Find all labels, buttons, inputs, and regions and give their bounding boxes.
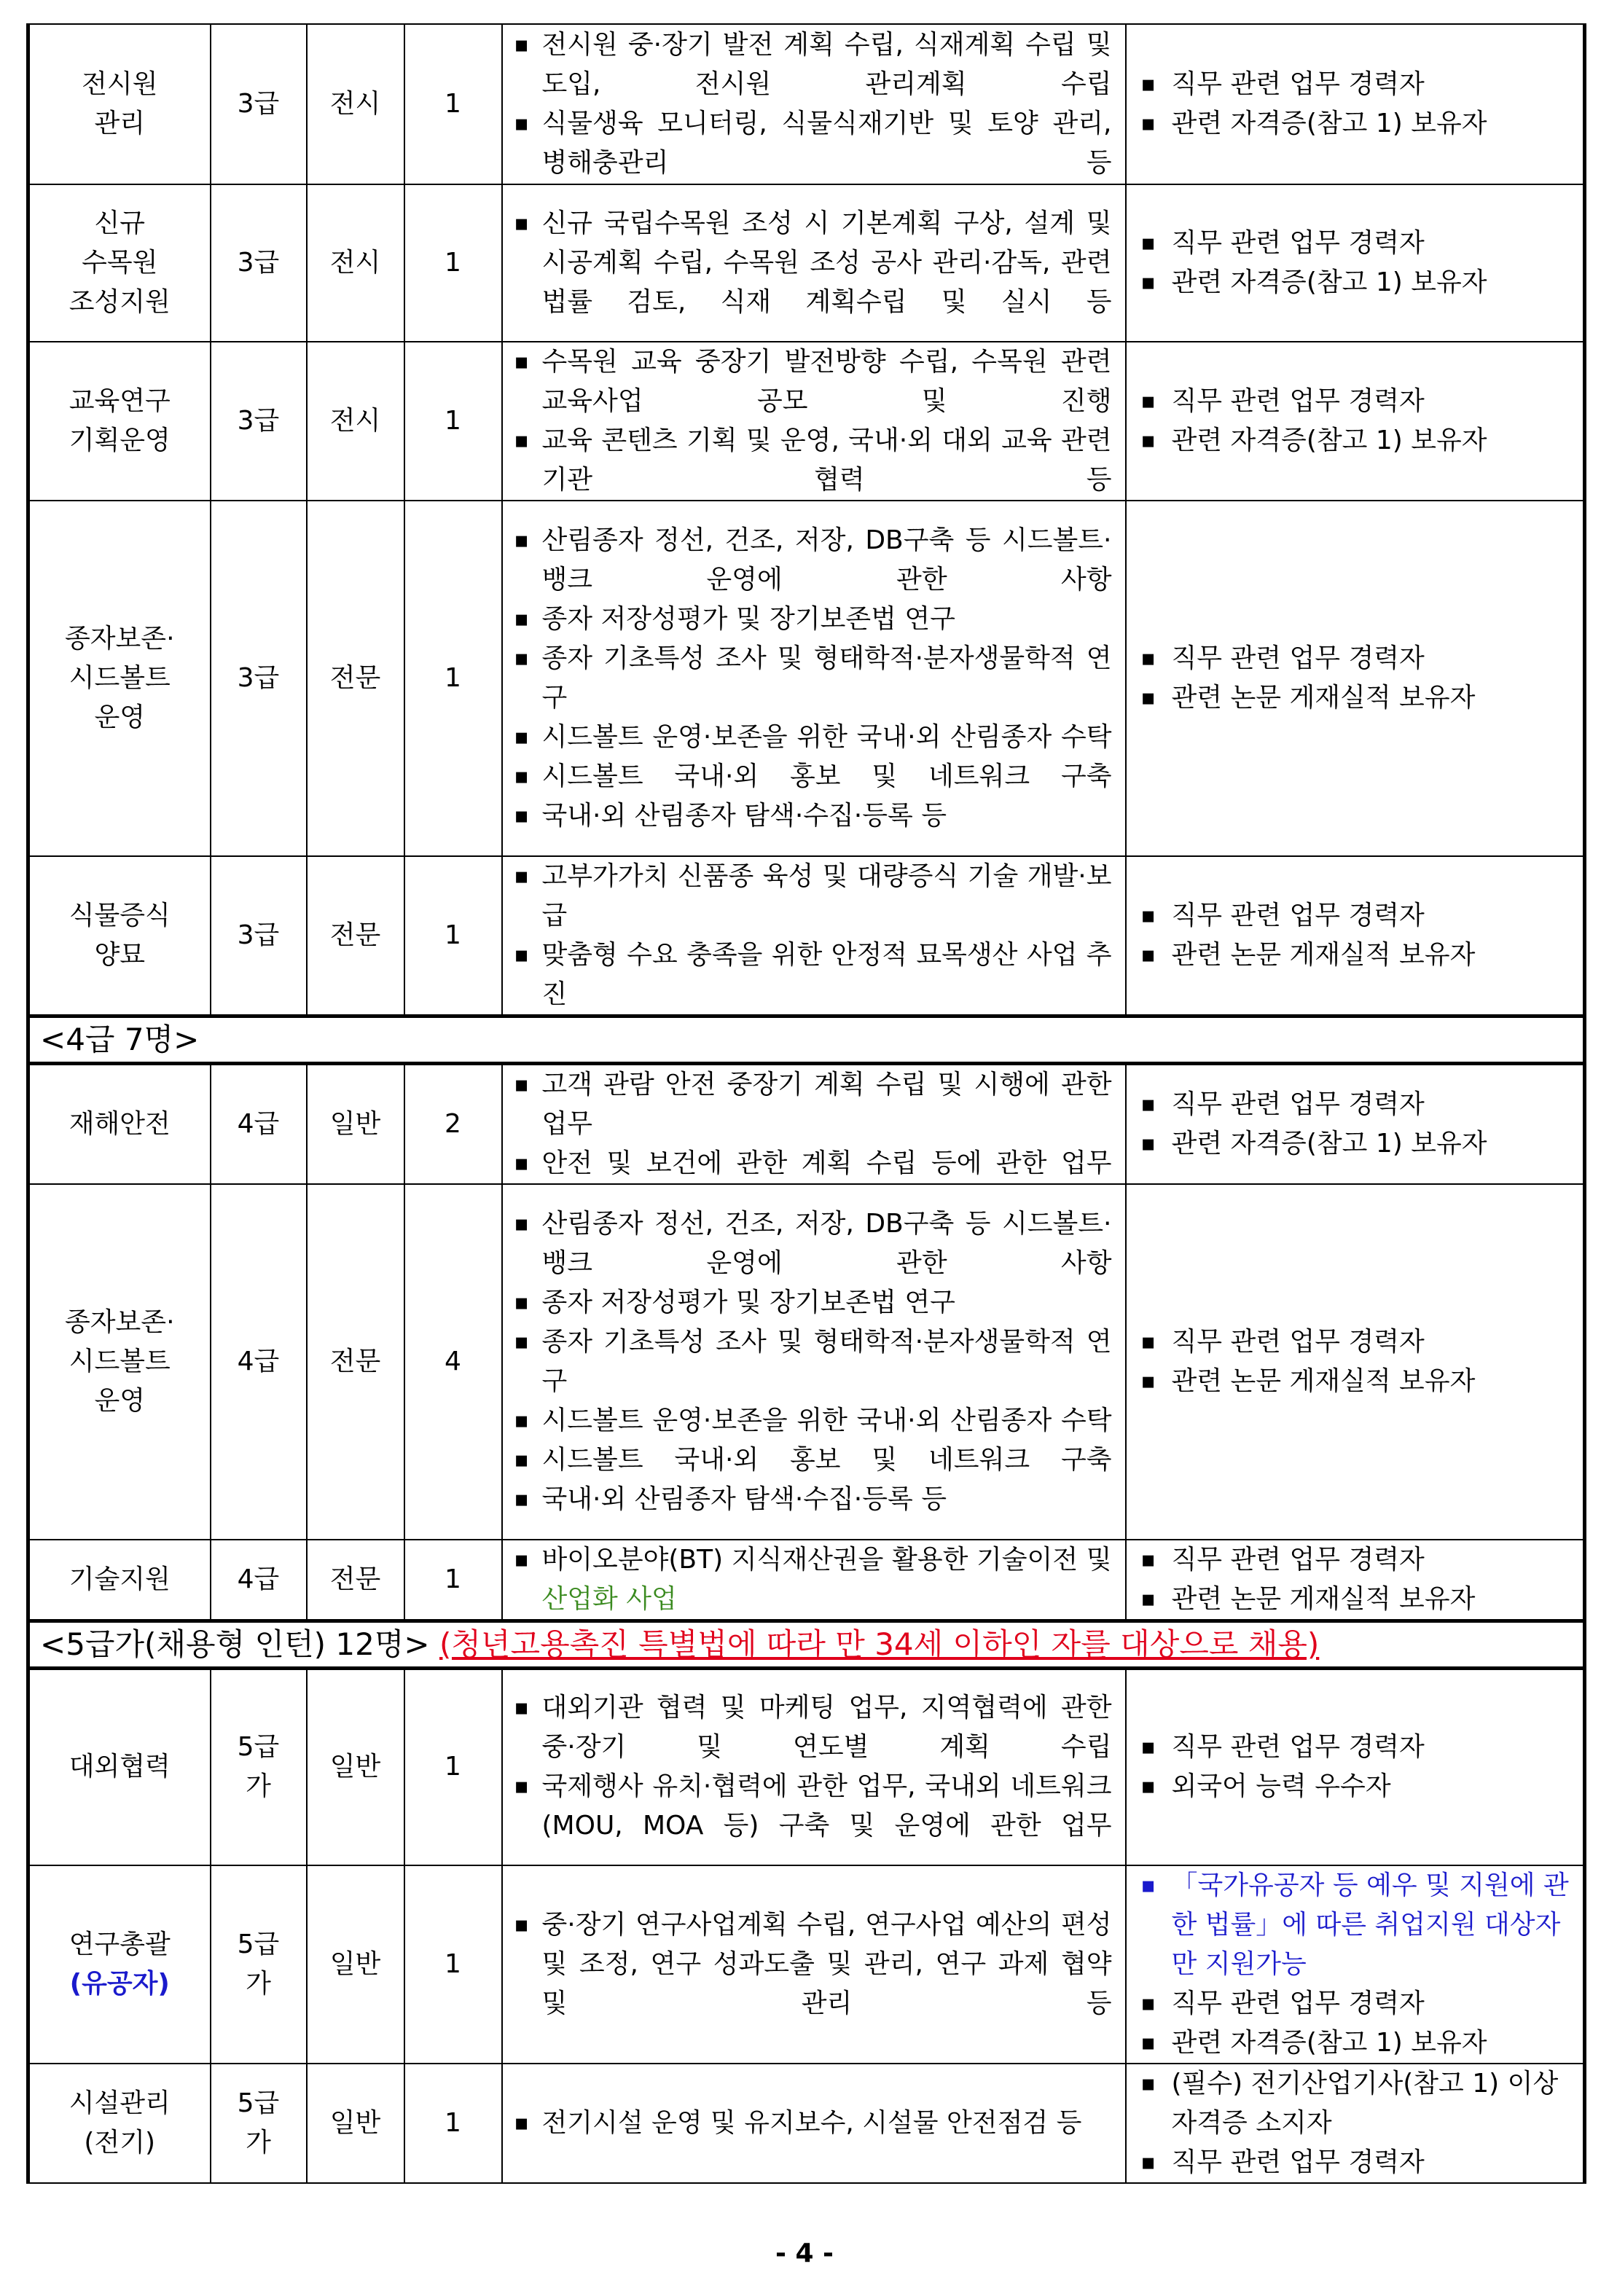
- qual-item: ▪ 직무 관련 업무 경력자: [1137, 1540, 1575, 1580]
- duties: [502, 2064, 1126, 2183]
- qualifications: [1126, 24, 1585, 184]
- headcount: 1: [404, 501, 502, 856]
- qual-item: ▪ 관련 논문 게재실적 보유자: [1137, 678, 1575, 718]
- table-row: [28, 1064, 1585, 1185]
- headcount: 4: [404, 1184, 502, 1540]
- qual-item: ▪ 직무 관련 업무 경력자: [1137, 639, 1575, 678]
- duty-item: ▪ 국제행사 유치·협력에 관한 업무, 국내외 네트워크(MOU, MOA 등) 구축 및 운영에 관한 업무: [510, 1767, 1112, 1846]
- job-type: 전문: [307, 1540, 404, 1621]
- table-row: [28, 1669, 1585, 1865]
- duties: [502, 1184, 1126, 1540]
- grade: 5급 가: [211, 2064, 307, 2183]
- duty-item: ▪ 전기시설 운영 및 유지보수, 시설물 안전점검 등: [510, 2104, 1112, 2143]
- qualifications: [1126, 1669, 1585, 1865]
- position-name: 기술지원: [28, 1540, 211, 1621]
- qual-item: ▪ 직무 관련 업무 경력자: [1137, 1728, 1575, 1767]
- qual-item: ▪ 관련 자격증(참고 1) 보유자: [1137, 1124, 1575, 1164]
- job-type: 전시: [307, 184, 404, 342]
- position-name: 연구총괄 (유공자): [28, 1865, 211, 2064]
- recruitment-table: [26, 23, 1586, 2184]
- qual-item: ▪ 관련 논문 게재실적 보유자: [1137, 1580, 1575, 1619]
- duty-item: ▪ 시드볼트 운영·보존을 위한 국내·외 산림종자 수탁: [510, 718, 1112, 757]
- headcount: 1: [404, 24, 502, 184]
- duties: [502, 342, 1126, 501]
- duty-item: ▪ 맞춤형 수요 충족을 위한 안정적 묘목생산 사업 추진: [510, 936, 1112, 1014]
- qual-item: ▪ 관련 자격증(참고 1) 보유자: [1137, 2023, 1575, 2063]
- veteran-label: (유공자): [69, 1968, 170, 1999]
- duty-item: ▪ 안전 및 보건에 관한 계획 수립 등에 관한 업무: [510, 1144, 1112, 1183]
- duty-item: ▪ 신규 국립수목원 조성 시 기본계획 구상, 설계 및 시공계획 수립, 수목원 조성 공사 관리·감독, 관련 법률 검토, 식재 계획수립 및 실시 등: [510, 204, 1112, 322]
- headcount: 1: [404, 342, 502, 501]
- job-type: 전문: [307, 501, 404, 856]
- duties: [502, 1669, 1126, 1865]
- position-name: 전시원 관리: [28, 24, 211, 184]
- position-name: 신규 수목원 조성지원: [28, 184, 211, 342]
- section-title: <5급가(채용형 인턴) 12명> (청년고용촉진 특별법에 따라 만 34세 이하인 자를 대상으로 채용): [28, 1621, 1585, 1669]
- duty-item: ▪ 국내·외 산림종자 탐색·수집·등록 등: [510, 1480, 1112, 1519]
- position-name: 종자보존· 시드볼트 운영: [28, 501, 211, 856]
- grade: 3급: [211, 501, 307, 856]
- section-note: (청년고용촉진 특별법에 따라 만 34세 이하인 자를 대상으로 채용): [439, 1626, 1320, 1662]
- duty-item: ▪ 종자 기초특성 조사 및 형태학적·분자생물학적 연구: [510, 639, 1112, 718]
- position-name: 교육연구 기획운영: [28, 342, 211, 501]
- qualifications: [1126, 856, 1585, 1016]
- duty-item: ▪ 고부가가치 신품종 육성 및 대량증식 기술 개발·보급: [510, 857, 1112, 936]
- duty-item: ▪ 바이오분야(BT) 지식재산권을 활용한 기술이전 및 산업화 사업: [510, 1540, 1112, 1619]
- section-title: <4급 7명>: [28, 1016, 1585, 1064]
- qual-item: ▪ 직무 관련 업무 경력자: [1137, 65, 1575, 104]
- job-type: 전문: [307, 856, 404, 1016]
- duty-item: ▪ 종자 저장성평가 및 장기보존법 연구: [510, 1283, 1112, 1323]
- qual-item: ▪ 직무 관련 업무 경력자: [1137, 1984, 1575, 2023]
- qual-item: ▪ 외국어 능력 우수자: [1137, 1767, 1575, 1806]
- qualifications: [1126, 1064, 1585, 1185]
- duties: [502, 856, 1126, 1016]
- qual-item: ▪ 직무 관련 업무 경력자: [1137, 2143, 1575, 2182]
- duty-item: ▪ 산림종자 정선, 건조, 저장, DB구축 등 시드볼트·뱅크 운영에 관한 사항: [510, 1204, 1112, 1283]
- qual-item: ▪ 직무 관련 업무 경력자: [1137, 382, 1575, 421]
- duty-item: ▪ 종자 저장성평가 및 장기보존법 연구: [510, 600, 1112, 639]
- position-name: 대외협력: [28, 1669, 211, 1865]
- grade: 4급: [211, 1064, 307, 1185]
- qual-item: ▪ 「국가유공자 등 예우 및 지원에 관한 법률」에 따른 취업지원 대상자만 지원가능: [1137, 1866, 1575, 1984]
- duties: [502, 24, 1126, 184]
- job-type: 일반: [307, 1669, 404, 1865]
- recruitment-table-page: [26, 23, 1583, 2184]
- position-name: 종자보존· 시드볼트 운영: [28, 1184, 211, 1540]
- grade: 5급 가: [211, 1865, 307, 2064]
- qualifications: [1126, 342, 1585, 501]
- table-row: [28, 501, 1585, 856]
- qual-item: ▪ 관련 자격증(참고 1) 보유자: [1137, 421, 1575, 461]
- duties: [502, 1064, 1126, 1185]
- duties: [502, 1865, 1126, 2064]
- qualifications: [1126, 2064, 1585, 2183]
- qual-item: ▪ 관련 논문 게재실적 보유자: [1137, 1362, 1575, 1401]
- duties: [502, 1540, 1126, 1621]
- headcount: 1: [404, 1540, 502, 1621]
- qual-item: ▪ 직무 관련 업무 경력자: [1137, 224, 1575, 263]
- qualifications: [1126, 501, 1585, 856]
- qual-item: ▪ 직무 관련 업무 경력자: [1137, 1323, 1575, 1362]
- grade: 3급: [211, 24, 307, 184]
- headcount: 1: [404, 1865, 502, 2064]
- job-type: 일반: [307, 1865, 404, 2064]
- duty-item: ▪ 식물생육 모니터링, 식물식재기반 및 토양 관리, 병해충관리 등: [510, 104, 1112, 183]
- qual-item: ▪ (필수) 전기산업기사(참고 1) 이상 자격증 소지자: [1137, 2064, 1575, 2143]
- table-row: [28, 856, 1585, 1016]
- duty-item: ▪ 국내·외 산림종자 탐색·수집·등록 등: [510, 796, 1112, 836]
- grade: 5급 가: [211, 1669, 307, 1865]
- headcount: 2: [404, 1064, 502, 1185]
- section-header-grade5: [28, 1621, 1585, 1669]
- qual-item: ▪ 관련 자격증(참고 1) 보유자: [1137, 263, 1575, 302]
- position-name: 시설관리 (전기): [28, 2064, 211, 2183]
- position-name: 식물증식 양묘: [28, 856, 211, 1016]
- table-row: [28, 342, 1585, 501]
- headcount: 1: [404, 184, 502, 342]
- grade: 4급: [211, 1540, 307, 1621]
- job-type: 일반: [307, 1064, 404, 1185]
- job-type: 전문: [307, 1184, 404, 1540]
- highlighted-text: 산업화 사업: [541, 1584, 677, 1614]
- table-row: [28, 24, 1585, 184]
- duty-item: ▪ 수목원 교육 중장기 발전방향 수립, 수목원 관련 교육사업 공모 및 진행: [510, 342, 1112, 421]
- duty-item: ▪ 시드볼트 국내·외 홍보 및 네트워크 구축: [510, 757, 1112, 796]
- job-type: 전시: [307, 24, 404, 184]
- duty-item: ▪ 산림종자 정선, 건조, 저장, DB구축 등 시드볼트·뱅크 운영에 관한 사항: [510, 521, 1112, 600]
- qual-item: ▪ 직무 관련 업무 경력자: [1137, 1085, 1575, 1124]
- position-name: 재해안전: [28, 1064, 211, 1185]
- duty-item: ▪ 종자 기초특성 조사 및 형태학적·분자생물학적 연구: [510, 1323, 1112, 1401]
- table-row: [28, 2064, 1585, 2183]
- duty-item: ▪ 시드볼트 운영·보존을 위한 국내·외 산림종자 수탁: [510, 1401, 1112, 1441]
- headcount: 1: [404, 1669, 502, 1865]
- qual-item: ▪ 관련 자격증(참고 1) 보유자: [1137, 104, 1575, 144]
- qualifications: [1126, 184, 1585, 342]
- duties: [502, 184, 1126, 342]
- grade: 3급: [211, 856, 307, 1016]
- grade: 3급: [211, 342, 307, 501]
- table-row: [28, 1865, 1585, 2064]
- headcount: 1: [404, 2064, 502, 2183]
- grade: 4급: [211, 1184, 307, 1540]
- grade: 3급: [211, 184, 307, 342]
- duty-item: ▪ 시드볼트 국내·외 홍보 및 네트워크 구축: [510, 1441, 1112, 1480]
- duty-item: ▪ 중·장기 연구사업계획 수립, 연구사업 예산의 편성 및 조정, 연구 성과도출 및 관리, 연구 과제 협약 및 관리 등: [510, 1905, 1112, 2023]
- table-row: [28, 1184, 1585, 1540]
- headcount: 1: [404, 856, 502, 1016]
- duty-item: ▪ 교육 콘텐츠 기획 및 운영, 국내·외 대외 교육 관련 기관 협력 등: [510, 421, 1112, 500]
- qual-item: ▪ 직무 관련 업무 경력자: [1137, 896, 1575, 936]
- qualifications: [1126, 1865, 1585, 2064]
- qualifications: [1126, 1184, 1585, 1540]
- section-header-grade4: [28, 1016, 1585, 1064]
- duties: [502, 501, 1126, 856]
- job-type: 전시: [307, 342, 404, 501]
- qual-item: ▪ 관련 논문 게재실적 보유자: [1137, 936, 1575, 975]
- duty-item: ▪ 고객 관람 안전 중장기 계획 수립 및 시행에 관한 업무: [510, 1065, 1112, 1144]
- page-number: - 4 -: [775, 2238, 834, 2268]
- duty-item: ▪ 전시원 중·장기 발전 계획 수립, 식재계획 수립 및 도입, 전시원 관리계획 수립: [510, 26, 1112, 104]
- job-type: 일반: [307, 2064, 404, 2183]
- table-row: [28, 1540, 1585, 1621]
- qualifications: [1126, 1540, 1585, 1621]
- duty-item: ▪ 대외기관 협력 및 마케팅 업무, 지역협력에 관한 중·장기 및 연도별 계획 수립: [510, 1688, 1112, 1767]
- table-row: [28, 184, 1585, 342]
